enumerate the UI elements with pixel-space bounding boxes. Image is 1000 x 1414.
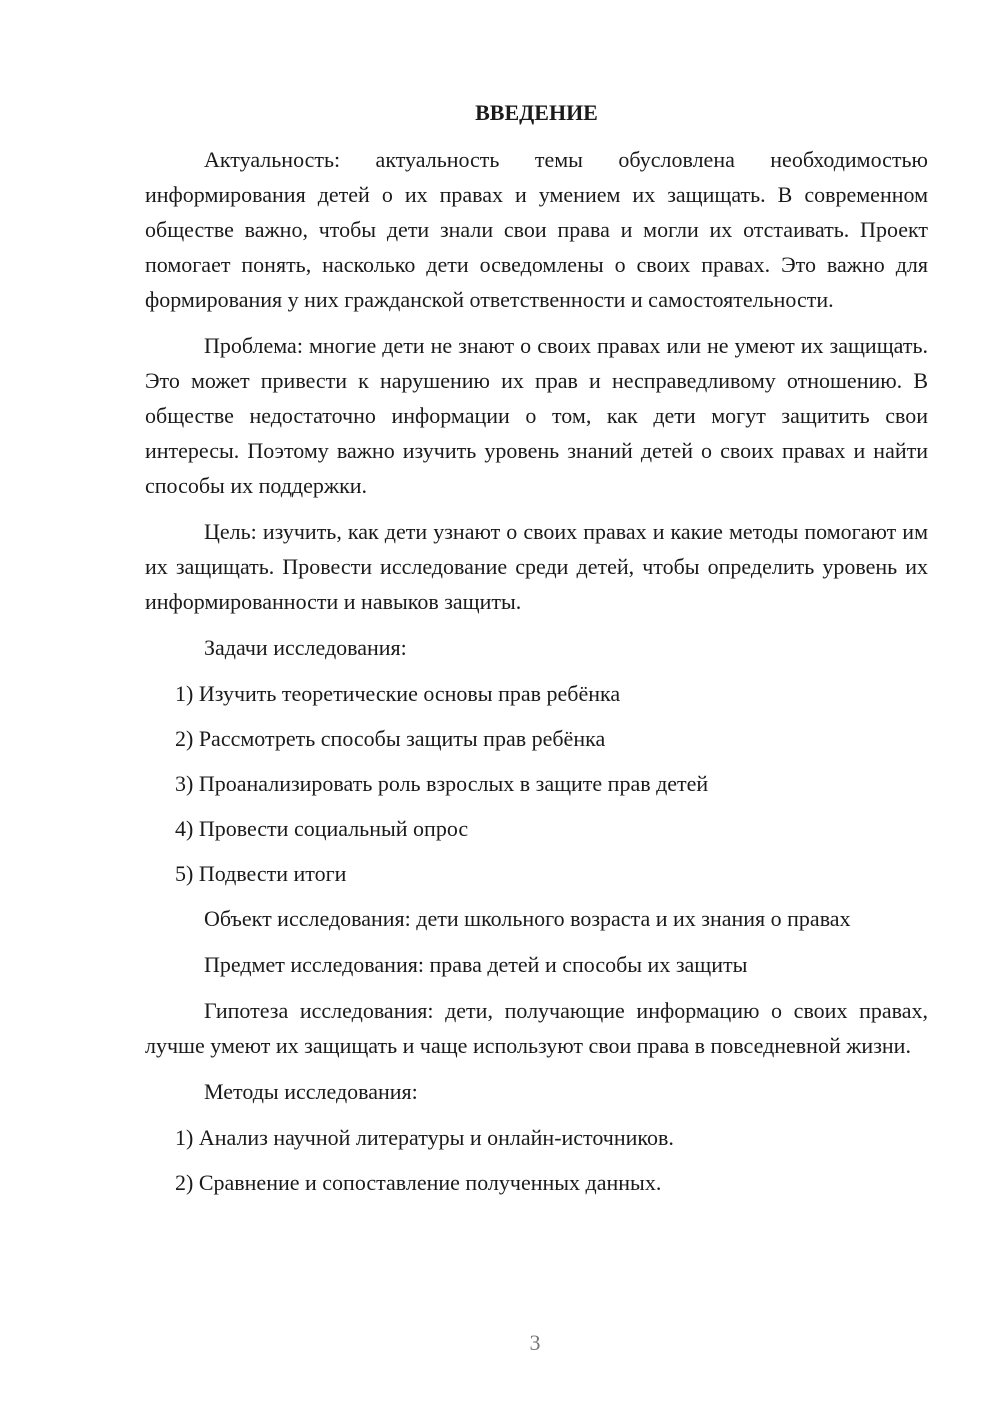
task-item: 3) Проанализировать роль взрослых в защите прав детей: [175, 771, 709, 796]
page-title: ВВЕДЕНИЕ: [475, 100, 598, 125]
page-content: [145, 95, 928, 1210]
task-item: 1) Изучить теоретические основы прав ребёнка: [175, 681, 621, 706]
task-item: 5) Подвести итоги: [175, 861, 347, 886]
subject-paragraph: Предмет исследования: права детей и способы их защиты: [204, 952, 748, 977]
goal-paragraph: Цель: изучить, как дети узнают о своих правах и какие методы помогают им их защищать. Провести исследование среди детей, чтобы определить уровень их информированности и навыков защиты.: [145, 519, 928, 614]
task-item: 4) Провести социальный опрос: [175, 816, 469, 841]
tasks-heading: Задачи исследования:: [204, 635, 407, 660]
hypothesis-paragraph: Гипотеза исследования: дети, получающие информацию о своих правах, лучше умеют их защищать и чаще используют свои права в повседневной жизни.: [145, 998, 928, 1058]
object-paragraph: Объект исследования: дети школьного возраста и их знания о правах: [204, 906, 851, 931]
problem-paragraph: Проблема: многие дети не знают о своих правах или не умеют их защищать. Это может привести к нарушению их прав и несправедливому отношению. В обществе недостаточно информации о том, как дети могут защитить свои интересы. Поэтому важно изучить уровень знаний детей о своих правах и найти способы их поддержки.: [145, 333, 928, 498]
task-item: 2) Рассмотреть способы защиты прав ребёнка: [175, 726, 606, 751]
method-item: 2) Сравнение и сопоставление полученных данных.: [175, 1170, 662, 1195]
method-item: 1) Анализ научной литературы и онлайн-источников.: [175, 1125, 674, 1150]
relevance-paragraph: Актуальность: актуальность темы обусловлена необходимостью информирования детей о их правах и умением их защищать. В современном обществе важно, чтобы дети знали свои права и могли их отстаивать. Проект помогает понять, насколько дети осведомлены о своих правах. Это важно для формирования у них гражданской ответственности и самостоятельности.: [145, 147, 928, 312]
methods-heading: Методы исследования:: [204, 1079, 418, 1104]
page-number: 3: [529, 1330, 541, 1355]
